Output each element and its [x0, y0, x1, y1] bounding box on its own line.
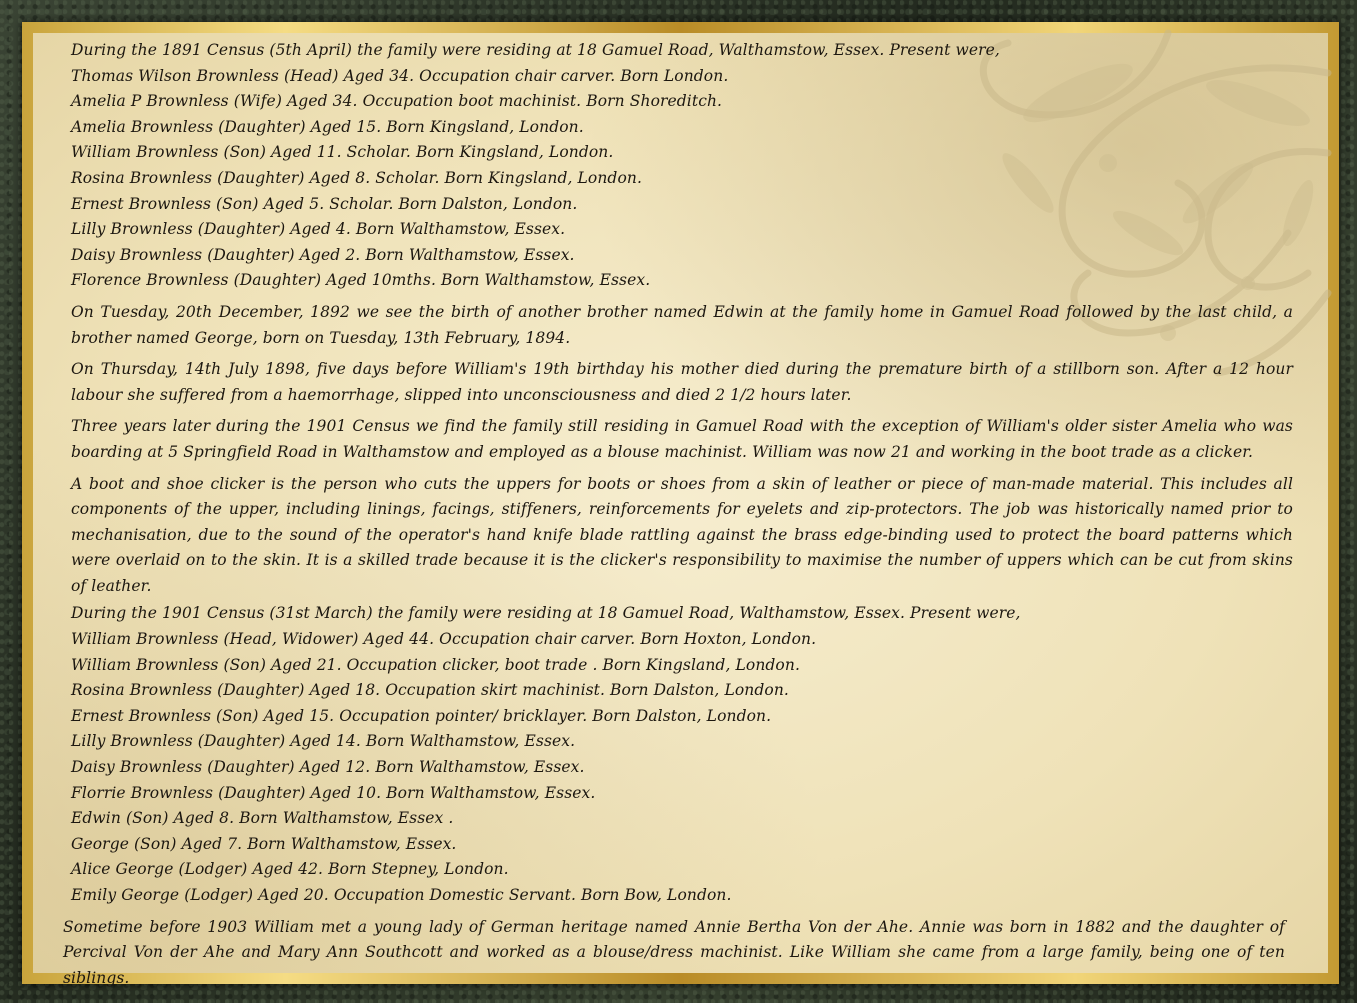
census-1901-member: George (Son) Aged 7. Born Walthamstow, Essex.	[71, 834, 457, 853]
census-1901-member: Rosina Brownless (Daughter) Aged 18. Occupation skirt machinist. Born Dalston, London.	[71, 681, 789, 700]
census-1901-member: Daisy Brownless (Daughter) Aged 12. Born Walthamstow, Essex.	[71, 758, 585, 777]
census-1891-member: Rosina Brownless (Daughter) Aged 8. Scholar. Born Kingsland, London.	[71, 168, 642, 187]
census-1901-member: Florrie Brownless (Daughter) Aged 10. Born Walthamstow, Essex.	[71, 783, 596, 802]
census-1891-member: William Brownless (Son) Aged 11. Scholar. Born Kingsland, London.	[71, 143, 614, 162]
paragraph-mother-death: On Thursday, 14th July 1898, five days before William's 19th birthday his mother died during the premature birth of a stillborn son. After a 12 hour labour she suffered from a haemorrhage, slipped into unconsciousness and died 2 1/2 hours later.	[71, 360, 1293, 404]
census-1891-member: Ernest Brownless (Son) Aged 5. Scholar. Born Dalston, London.	[71, 194, 578, 213]
paragraph-annie-von-der-ahe: Sometime before 1903 William met a young lady of German heritage named Annie Bertha Von der Ahe. Annie was born in 1882 and the daughter of Percival Von der Ahe and Mary Ann Southcott and worked as a blouse/dress machinist. Like William she came from a large family, being one of ten siblings.	[63, 917, 1285, 987]
document-body	[63, 38, 1293, 991]
census-1901-member: William Brownless (Head, Widower) Aged 44. Occupation chair carver. Born Hoxton, London.	[71, 630, 817, 649]
gold-frame	[22, 22, 1339, 987]
census-1891-member: Florence Brownless (Daughter) Aged 10mths. Born Walthamstow, Essex.	[71, 271, 651, 290]
census-1901-member: Alice George (Lodger) Aged 42. Born Stepney, London.	[71, 860, 509, 879]
parchment-page	[33, 33, 1328, 987]
census-1891-member: Thomas Wilson Brownless (Head) Aged 34. Occupation chair carver. Born London.	[71, 66, 729, 85]
paragraph-clicker-definition: A boot and shoe clicker is the person who cuts the uppers for boots or shoes from a skin of leather or piece of man-made material. This includes all components of the upper, including linings, facings, stiffeners, reinforcements for eyelets and zip-protectors. The job was historically named prior to mechanisation, due to the sound of the operator's hand knife blade rattling against the brass edge-binding used to protect the board patterns which were overlaid on to the skin. It is a skilled trade because it is the clicker's responsibility to maximise the number of uppers which can be cut from skins of leather.	[71, 474, 1293, 595]
census-1901-member: Lilly Brownless (Daughter) Aged 14. Born Walthamstow, Essex.	[71, 732, 576, 751]
census-1891-member: Amelia Brownless (Daughter) Aged 15. Born Kingsland, London.	[71, 117, 584, 136]
census-1901-intro: During the 1901 Census (31st March) the family were residing at 18 Gamuel Road, Walthamstow, Essex. Present were,	[71, 604, 1021, 623]
census-1901-member: Edwin (Son) Aged 8. Born Walthamstow, Essex .	[71, 809, 454, 828]
census-1901-member: Emily George (Lodger) Aged 20. Occupation Domestic Servant. Born Bow, London.	[71, 886, 732, 904]
census-1891-member: Lilly Brownless (Daughter) Aged 4. Born Walthamstow, Essex.	[71, 220, 566, 239]
paragraph-1901-overview: Three years later during the 1901 Census we find the family still residing in Gamuel Road with the exception of William's older sister Amelia who was boarding at 5 Springfield Road in Walthamstow and employed as a blouse machinist. William was now 21 and working in the boot trade as a clicker.	[71, 417, 1293, 461]
paragraph-births: On Tuesday, 20th December, 1892 we see the birth of another brother named Edwin at the family home in Gamuel Road followed by the last child, a brother named George, born on Tuesday, 13th February, 1894.	[71, 302, 1293, 347]
census-1891-intro: During the 1891 Census (5th April) the family were residing at 18 Gamuel Road, Walthamstow, Essex. Present were,	[71, 41, 1000, 59]
census-1901-member: William Brownless (Son) Aged 21. Occupation clicker, boot trade . Born Kingsland, London.	[71, 655, 800, 674]
census-1901-member: Ernest Brownless (Son) Aged 15. Occupation pointer/ bricklayer. Born Dalston, London.	[71, 706, 772, 725]
census-1891-member: Daisy Brownless (Daughter) Aged 2. Born Walthamstow, Essex.	[71, 245, 575, 264]
census-1891-member: Amelia P Brownless (Wife) Aged 34. Occupation boot machinist. Born Shoreditch.	[71, 92, 723, 111]
